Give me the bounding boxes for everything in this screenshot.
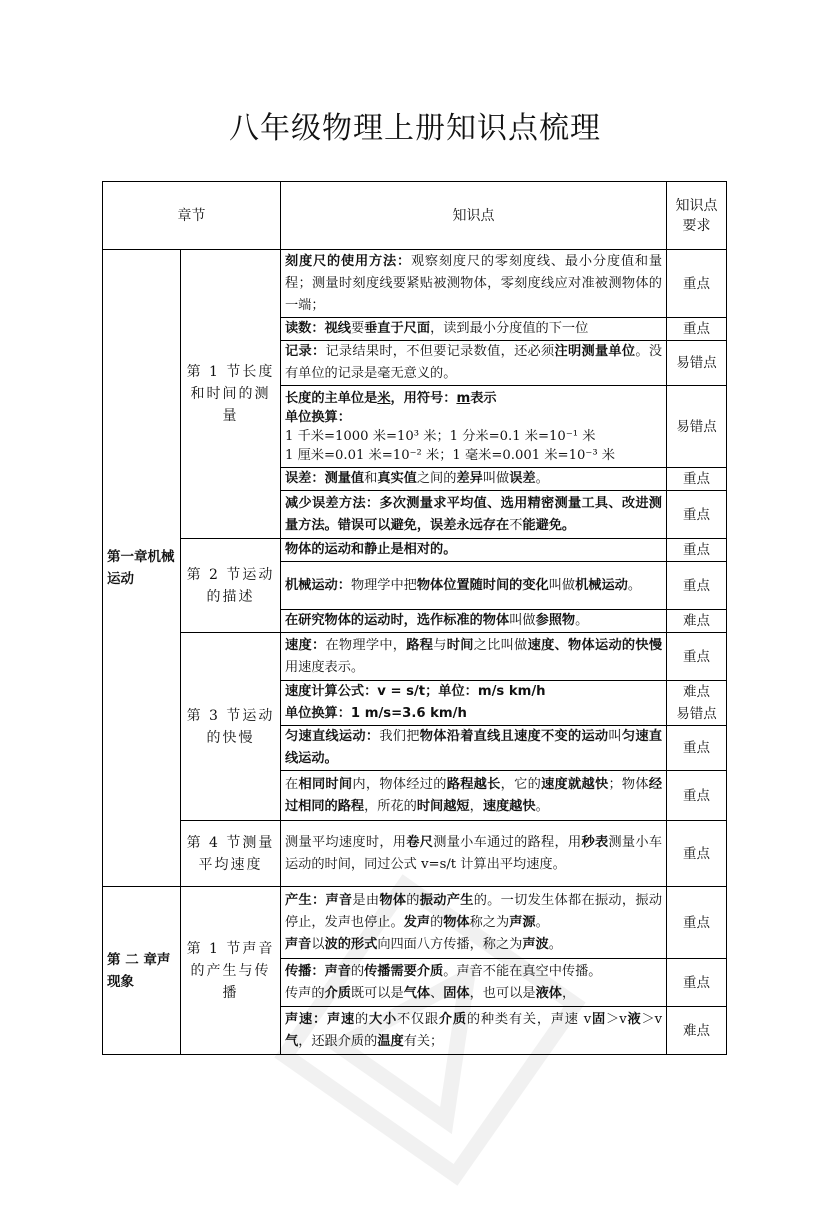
page-title: 八年级物理上册知识点梳理 [229, 111, 601, 146]
table-row [103, 887, 727, 959]
point-cell: 在相同时间内，物体经过的路程越长，它的速度就越快；物体经过相同的路程，所花的时间越短，速度越快。 [281, 771, 667, 821]
level-cell: 重点 [667, 726, 727, 771]
table-row [103, 250, 727, 318]
level-cell: 易错点 [667, 341, 727, 386]
table-row [103, 633, 727, 681]
point-cell: 读数：视线要垂直于尺面，读到最小分度值的下一位 [281, 318, 667, 341]
level-cell: 重点 [667, 318, 727, 341]
level-cell: 重点 [667, 887, 727, 959]
level-cell: 重点 [667, 633, 727, 681]
point-cell: 匀速直线运动：我们把物体沿着直线且速度不变的运动叫匀速直线运动。 [281, 726, 667, 771]
point-cell: 产生：声音是由物体的振动产生的。一切发生体都在振动，振动停止，发声也停止。发声的物体称之为声源。 声音以波的形式向四面八方传播，称之为声波。 [281, 887, 667, 959]
section-1-4: 第 4 节测量平均速度 [181, 821, 281, 887]
level-cell: 难点 易错点 [667, 681, 727, 726]
point-cell: 减少误差方法：多次测量求平均值、选用精密测量工具、改进测量方法。错误可以避免，误差永远存在不能避免。 [281, 491, 667, 539]
section-2-1: 第 1 节声音的产生与传播 [181, 887, 281, 1055]
point-cell: 误差：测量值和真实值之间的差异叫做误差。 [281, 468, 667, 491]
header-level: 知识点要求 [667, 182, 727, 250]
level-cell: 难点 [667, 1007, 727, 1055]
level-cell: 难点 [667, 610, 727, 633]
table-row [103, 539, 727, 562]
point-cell: 声速：声速的大小不仅跟介质的种类有关，声速 v固＞v液＞v气，还跟介质的温度有关； [281, 1007, 667, 1055]
table-row [103, 821, 727, 887]
point-cell: 传播：声音的传播需要介质。声音不能在真空中传播。 传声的介质既可以是气体、固体，也可以是液体， [281, 959, 667, 1007]
point-cell: 记录：记录结果时，不但要记录数值，还必须注明测量单位。没有单位的记录是毫无意义的。 [281, 341, 667, 386]
point-cell: 速度计算公式：v = s/t；单位：m/s km/h 单位换算：1 m/s=3.6 km/h [281, 681, 667, 726]
level-cell: 重点 [667, 771, 727, 821]
header-chapter: 章节 [103, 182, 281, 250]
level-cell: 重点 [667, 959, 727, 1007]
section-1-3: 第 3 节运动的快慢 [181, 633, 281, 821]
section-1-2: 第 2 节运动的描述 [181, 539, 281, 633]
chapter-2-cell: 第 二 章声现象 [103, 887, 181, 1055]
chapter-1-cell: 第一章机械运动 [103, 250, 181, 887]
point-cell: 刻度尺的使用方法：观察刻度尺的零刻度线、最小分度值和量程；测量时刻度线要紧贴被测物体，零刻度线应对准被测物体的一端； [281, 250, 667, 318]
point-cell: 长度的主单位是米，用符号：m表示 单位换算： 1 千米=1000 米=10³ 米；1 分米=0.1 米=10⁻¹ 米 1 厘米=0.01 米=10⁻² 米；1 毫米=0.001 米=10⁻³ 米 [281, 386, 667, 468]
level-cell: 重点 [667, 562, 727, 610]
level-cell: 重点 [667, 250, 727, 318]
header-point: 知识点 [281, 182, 667, 250]
level-cell: 重点 [667, 821, 727, 887]
level-cell: 重点 [667, 539, 727, 562]
level-cell: 重点 [667, 491, 727, 539]
point-cell: 测量平均速度时，用卷尺测量小车通过的路程，用秒表测量小车运动的时间，同过公式 v=s/t 计算出平均速度。 [281, 821, 667, 887]
point-cell: 机械运动：物理学中把物体位置随时间的变化叫做机械运动。 [281, 562, 667, 610]
section-1-1: 第 1 节长度和时间的测量 [181, 250, 281, 539]
knowledge-table [102, 181, 727, 1055]
level-cell: 易错点 [667, 386, 727, 468]
point-cell: 速度：在物理学中，路程与时间之比叫做速度、物体运动的快慢用速度表示。 [281, 633, 667, 681]
point-cell: 物体的运动和静止是相对的。 [281, 539, 667, 562]
table-header-row [103, 182, 727, 250]
level-cell: 重点 [667, 468, 727, 491]
point-cell: 在研究物体的运动时，选作标准的物体叫做参照物。 [281, 610, 667, 633]
